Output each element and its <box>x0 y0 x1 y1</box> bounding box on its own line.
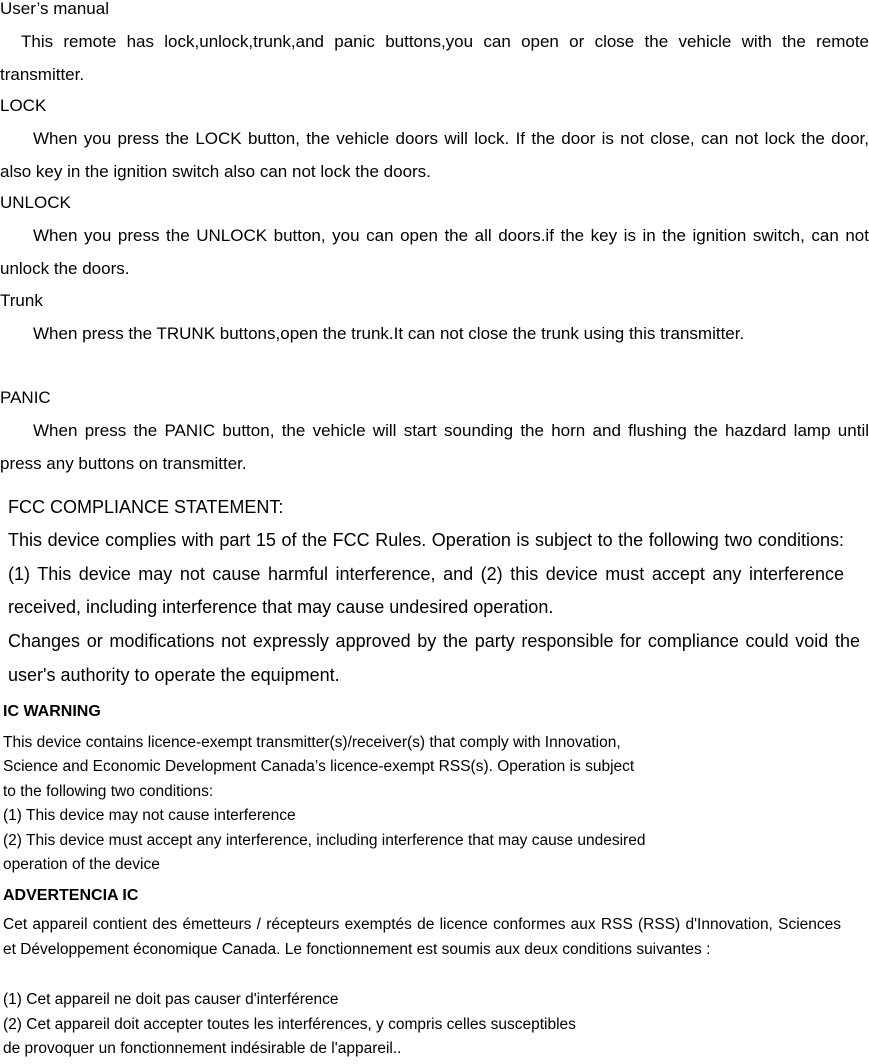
trunk-text: When press the TRUNK buttons,open the trunk.It can not close the trunk using this transmitter. <box>33 324 745 343</box>
ic-es-heading: ADVERTENCIA IC <box>3 887 139 904</box>
fcc-heading: FCC COMPLIANCE STATEMENT: <box>8 497 284 517</box>
panic-heading: PANIC <box>0 388 51 407</box>
ic-es-item-2-cont: de provoquer un fonctionnement indésirable de l'appareil.. <box>3 1040 402 1057</box>
unlock-text: When you press the UNLOCK button, you can open the all doors.if the key is in the ignition switch, can not unlock the doors. <box>0 226 869 278</box>
ic-es-item-1: (1) Cet appareil ne doit pas causer d'interférence <box>3 991 339 1008</box>
ic-line: (1) This device may not cause interference <box>3 807 296 824</box>
ic-line: This device contains licence-exempt transmitter(s)/receiver(s) that comply with Innovation, <box>3 734 621 751</box>
fcc-changes: Changes or modifications not expressly approved by the party responsible for compliance could void the user's authority to operate the equipment. <box>8 631 860 685</box>
lock-heading: LOCK <box>0 96 47 115</box>
ic-line: Science and Economic Development Canada’s licence-exempt RSS(s). Operation is subject <box>3 758 635 775</box>
ic-line: operation of the device <box>3 856 160 873</box>
ic-es-item-2: (2) Cet appareil doit accepter toutes les interférences, y compris celles susceptibles <box>3 1016 576 1033</box>
manual-title: User’s manual <box>0 0 109 18</box>
fcc-body: This device complies with part 15 of the FCC Rules. Operation is subject to the following two conditions: (1) This device may not cause harmful interference, and (2) this device must accept any interference received, including interference that may cause undesired operation. <box>8 530 844 618</box>
lock-text: When you press the LOCK button, the vehicle doors will lock. If the door is not close, can not lock the door, also key in the ignition switch also can not lock the doors. <box>0 129 869 181</box>
ic-es-paragraph: Cet appareil contient des émetteurs / récepteurs exemptés de licence conformes aux RSS (RSS) d'Innovation, Sciences et Développement économique Canada. Le fonctionnement est soumis aux deux conditions suivantes : <box>3 916 841 958</box>
panic-text: When press the PANIC button, the vehicle will start sounding the horn and flushing the hazdard lamp until press any buttons on transmitter. <box>0 421 869 473</box>
trunk-heading: Trunk <box>0 291 43 310</box>
ic-line: to the following two conditions: <box>3 783 214 800</box>
manual-intro: This remote has lock,unlock,trunk,and panic buttons,you can open or close the vehicle with the remote transmitter. <box>0 32 869 84</box>
ic-line: (2) This device must accept any interference, including interference that may cause undesired <box>3 832 646 849</box>
ic-heading: IC WARNING <box>3 703 101 720</box>
unlock-heading: UNLOCK <box>0 193 71 212</box>
